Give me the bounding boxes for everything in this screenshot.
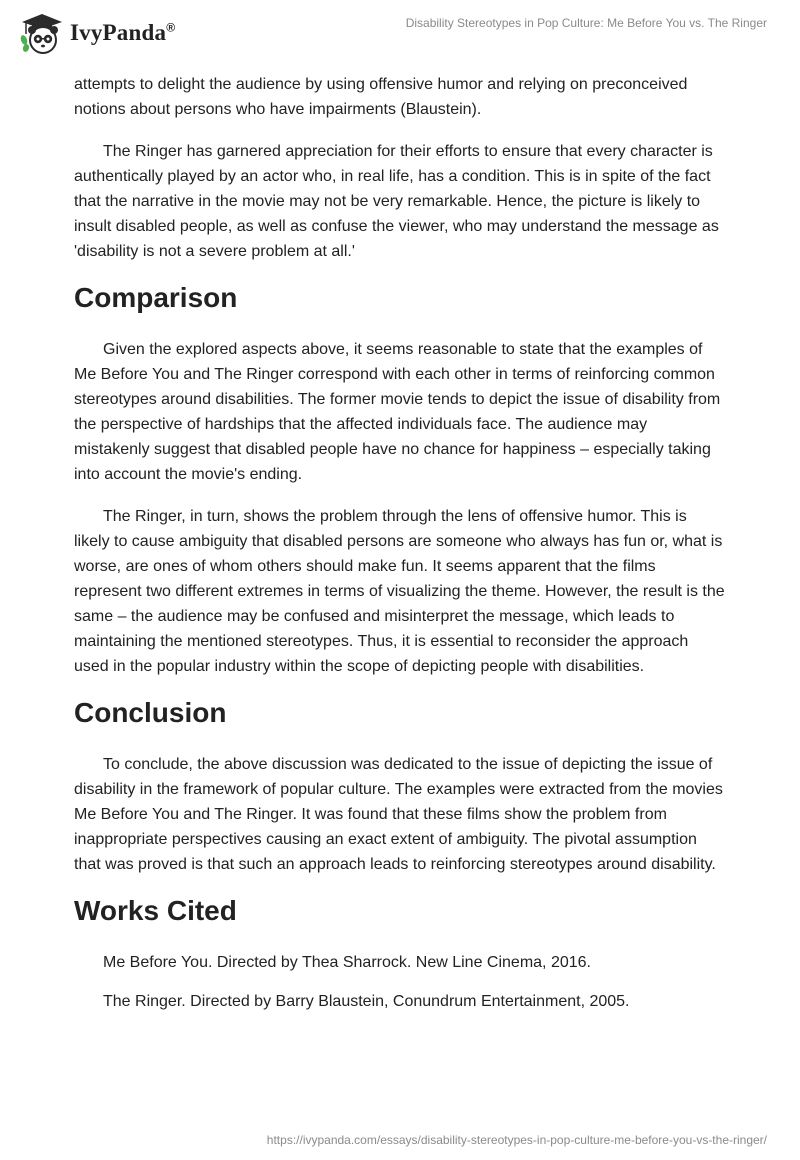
essay-content <box>74 72 726 1028</box>
paragraph: To conclude, the above discussion was dedicated to the issue of depicting the issue of disability in the framework of popular culture. The examples were extracted from the movies Me Before You and The Ringer. It was found that these films show the problem from inappropriate perspectives causing an exact extent of ambiguity. The pivotal assumption that was proved is that such an approach leads to reinforcing stereotypes around disability. <box>74 756 723 873</box>
paragraph: The Ringer, in turn, shows the problem through the lens of offensive humor. This is likely to cause ambiguity that disabled persons are someone who always has fun or, what is worse, are ones of whom others should make fun. It seems apparent that the films represent two different extremes in terms of visualizing the theme. However, the result is the same – the audience may be confused and misinterpret the message, which leads to maintaining the mentioned stereotypes. Thus, it is essential to reconsider the approach used in the popular industry within the scope of depicting people with disabilities. <box>74 508 725 675</box>
section-heading-comparison: Comparison <box>74 282 238 313</box>
brand-name: IvyPanda® <box>70 20 176 45</box>
ivypanda-logo[interactable] <box>18 10 175 56</box>
section-heading-conclusion: Conclusion <box>74 697 227 728</box>
registered-mark: ® <box>166 20 176 35</box>
panda-mascot-icon <box>18 10 64 56</box>
section-heading-works-cited: Works Cited <box>74 895 237 926</box>
paragraph: Given the explored aspects above, it seems reasonable to state that the examples of Me Before You and The Ringer correspond with each other in terms of reinforcing common stereotypes around disabilities. The former movie tends to depict the issue of disability from the perspective of hardships that the affected individuals face. The audience may mistakenly suggest that disabled people have no chance for happiness – especially taking into account the movie's ending. <box>74 341 721 483</box>
page-header <box>0 0 800 64</box>
paragraph: The Ringer has garnered appreciation for their efforts to ensure that every character is authentically played by an actor who, in real life, has a condition. This is in spite of the fact that the narrative in the movie may not be very remarkable. Hence, the picture is likely to insult disabled people, as well as confuse the viewer, who may understand the message as 'disability is not a severe problem at all.' <box>74 143 719 260</box>
citation-item: Me Before You. Directed by Thea Sharrock. New Line Cinema, 2016. <box>103 954 591 971</box>
source-url-link[interactable]: https://ivypanda.com/essays/disability-stereotypes-in-pop-culture-me-before-you-vs-the-ringer/ <box>266 1133 767 1147</box>
citation-item: The Ringer. Directed by Barry Blaustein, Conundrum Entertainment, 2005. <box>103 993 630 1010</box>
paragraph: attempts to delight the audience by using offensive humor and relying on preconceived notions about persons who have impairments (Blaustein). <box>74 76 688 118</box>
document-title: Disability Stereotypes in Pop Culture: Me Before You vs. The Ringer <box>405 16 767 30</box>
